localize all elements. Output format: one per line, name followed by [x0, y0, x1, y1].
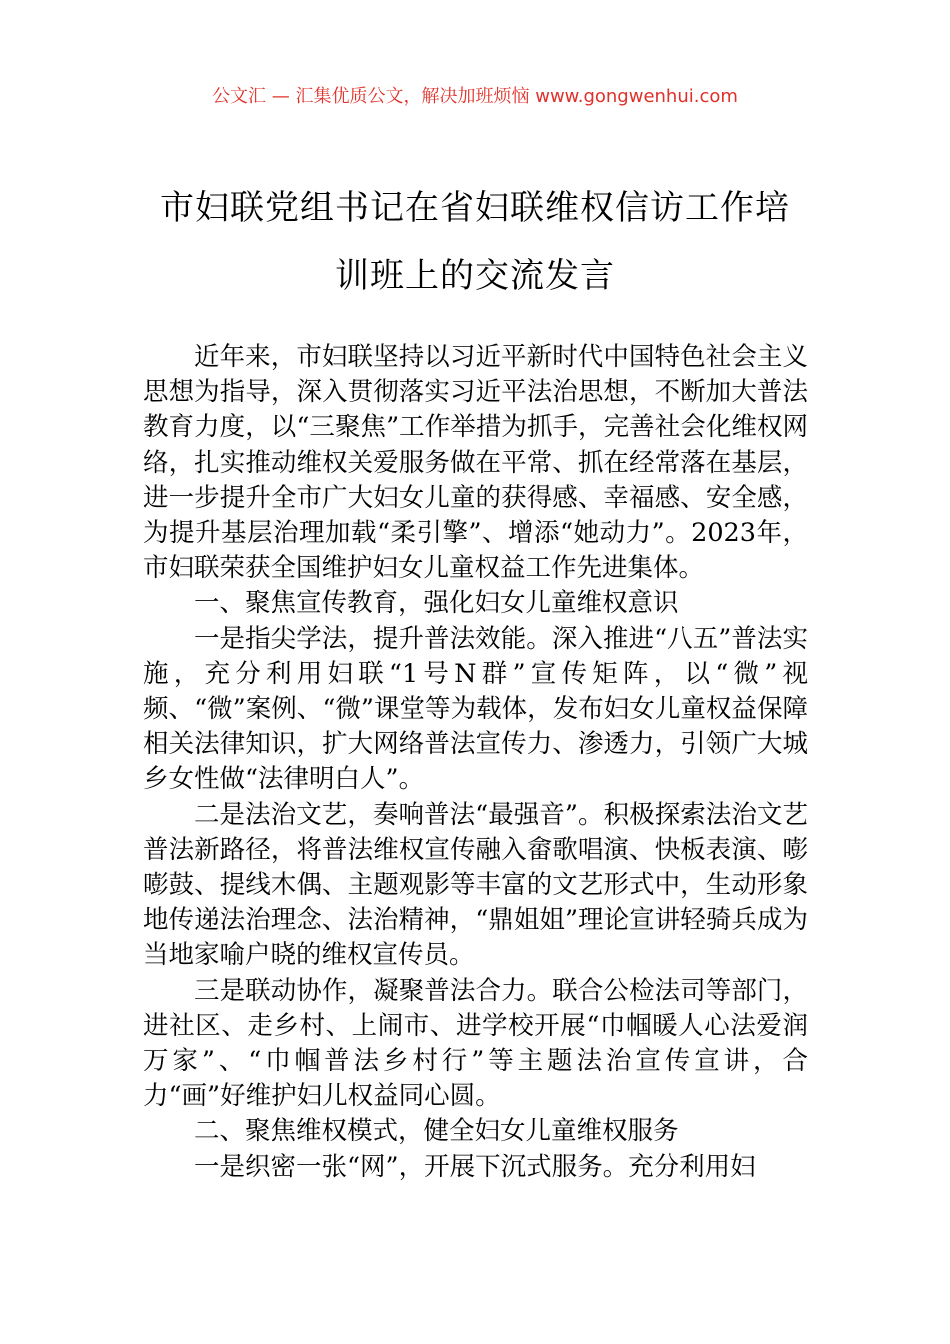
title-line-2: 训班上的交流发言: [335, 256, 615, 296]
section-heading-1: 一、聚焦宣传教育，强化妇女儿童维权意识: [194, 588, 679, 619]
document-title: [100, 174, 850, 310]
body-paragraph: 一是织密一张“网”，开展下沉式服务。充分利用妇: [194, 1151, 756, 1182]
body-paragraph: 三是联动协作，凝聚普法合力。联合公检法司等部门，进社区、走乡村、上闹市、进学校开展“巾帼暖人心法爱润万家”、“巾帼普法乡村行”等主题法治宣传宣讲，合力“画”好维护妇儿权益同心圆。: [143, 975, 808, 1112]
body-paragraph: 一是指尖学法，提升普法效能。深入推进“八五”普法实施，充分利用妇联“1号N群”宣传矩阵，以“微”视频、“微”案例、“微”课堂等为载体，发布妇女儿童权益保障相关法律知识，扩大网络普法宣传力、渗透力，引领广大城乡女性做“法律明白人”。: [143, 623, 808, 795]
section-heading-2: 二、聚焦维权模式，健全妇女儿童维权服务: [194, 1116, 679, 1147]
title-line-1: 市妇联党组书记在省妇联维权信访工作培: [160, 188, 790, 228]
body-paragraph: 二是法治文艺，奏响普法“最强音”。积极探索法治文艺普法新路径，将普法维权宣传融入畲歌唱演、快板表演、嘭嘭鼓、提线木偶、主题观影等丰富的文艺形式中，生动形象地传递法治理念、法治精神，“鼎姐姐”理论宣讲轻骑兵成为当地家喻户晓的维权宣传员。: [143, 799, 808, 971]
intro-paragraph: 近年来，市妇联坚持以习近平新时代中国特色社会主义思想为指导，深入贯彻落实习近平法治思想，不断加大普法教育力度，以“三聚焦”工作举措为抓手，完善社会化维权网络，扎实推动维权关爱服务做在平常、抓在经常落在基层，进一步提升全市广大妇女儿童的获得感、幸福感、安全感，为提升基层治理加载“柔引擎”、增添“她动力”。2023年，市妇联荣获全国维护妇女儿童权益工作先进集体。: [143, 342, 808, 584]
document-body: [143, 340, 808, 1185]
header-banner[interactable]: 公文汇 — 汇集优质公文，解决加班烦恼 www.gongwenhui.com: [212, 86, 738, 107]
